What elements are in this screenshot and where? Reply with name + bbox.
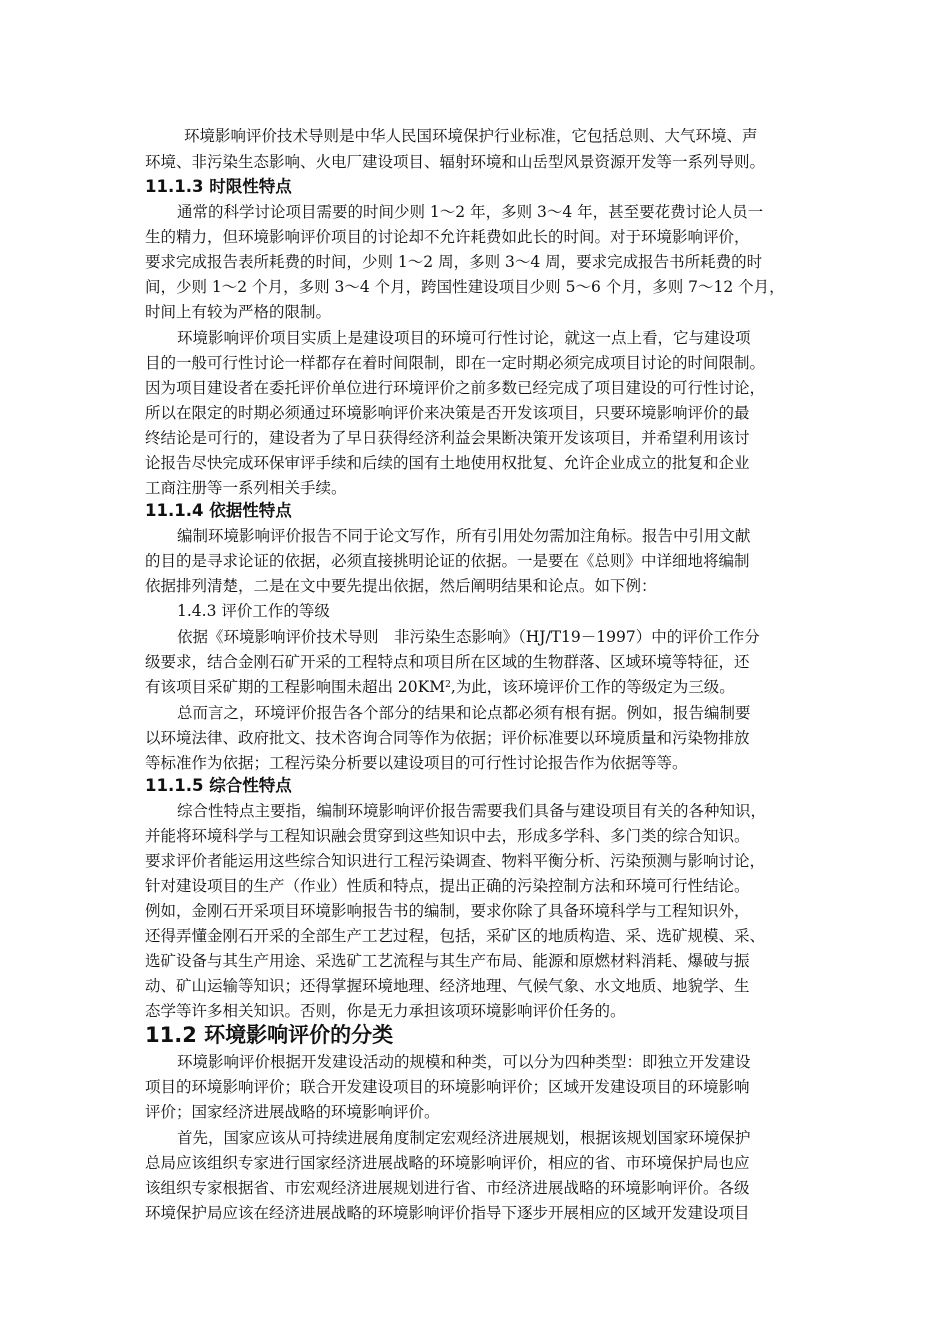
paragraph-line: 环境、非污染生态影响、火电厂建设项目、辐射环境和山岳型风景资源开发等一系列导则。 (145, 153, 766, 171)
paragraph-line: 例如，金刚石开采项目环境影响报告书的编制，要求你除了具备环境科学与工程知识外， (145, 902, 750, 920)
paragraph-line: 环境影响评价项目实质上是建设项目的环境可行性讨论，就这一点上看，它与建设项 (177, 329, 751, 347)
paragraph-line: 环境影响评价根据开发建设活动的规模和种类，可以分为四种类型：即独立开发建设 (177, 1053, 751, 1071)
paragraph-line: 要求评价者能运用这些综合知识进行工程污染调查、物料平衡分析、污染预测与影响讨论， (145, 852, 766, 870)
section-heading-11-1-4: 11.1.4 依据性特点 (145, 501, 292, 520)
section-heading-11-1-3: 11.1.3 时限性特点 (145, 177, 292, 196)
paragraph-line (145, 680, 735, 696)
paragraph-line: 还得弄懂金刚石开采的全部生产工艺过程，包括，采矿区的地质构造、采、选矿规模、采、 (145, 927, 766, 945)
paragraph-line: 终结论是可行的，建设者为了早日获得经济利益会果断决策开发该项目，并希望利用该讨 (145, 429, 750, 447)
paragraph-line: 项目的环境影响评价；联合开发建设项目的环境影响评价；区域开发建设项目的环境影响 (145, 1078, 750, 1096)
example-text: ,为此，该环境评价工作的等级定为三级。 (450, 678, 735, 696)
paragraph-line: 间，少则 1～2 个月，多则 3～4 个月，跨国性建设项目少则 5～6 个月，多则 7～12 个月， (145, 278, 785, 296)
paragraph-line: 要求完成报告表所耗费的时间，少则 1～2 周，多则 3～4 周，要求完成报告书所耗费的时 (145, 253, 763, 271)
example-title: 1.4.3 评价工作的等级 (177, 602, 330, 620)
paragraph-line: 级要求，结合金刚石矿开采的工程特点和项目所在区域的生物群落、区域环境等特征，还 (145, 653, 750, 671)
paragraph-line: 生的精力，但环境影响评价项目的讨论却不允许耗费如此长的时间。对于环境影响评价， (145, 228, 750, 246)
paragraph-line: 并能将环境科学与工程知识融会贯穿到这些知识中去，形成多学科、多门类的综合知识。 (145, 827, 750, 845)
paragraph-line: 依据《环境影响评价技术导则 非污染生态影响》（HJ/T19－1997）中的评价工作分 (177, 628, 760, 646)
paragraph-line: 因为项目建设者在委托评价单位进行环境评价之前多数已经完成了项目建设的可行性讨论， (145, 379, 766, 397)
paragraph-line: 论报告尽快完成环保审评手续和后续的国有土地使用权批复、允许企业成立的批复和企业 (145, 454, 750, 472)
paragraph-line: 针对建设项目的生产（作业）性质和特点，提出正确的污染控制方法和环境可行性结论。 (145, 877, 750, 895)
paragraph-line: 等标准作为依据；工程污染分析要以建设项目的可行性讨论报告作为依据等等。 (145, 754, 688, 772)
paragraph-line: 态学等许多相关知识。否则，你是无力承担该项环境影响评价任务的。 (145, 1002, 626, 1020)
paragraph-line: 首先，国家应该从可持续进展角度制定宏观经济进展规划，根据该规划国家环境保护 (177, 1129, 751, 1147)
paragraph-line: 总局应该组织专家进行国家经济进展战略的环境影响评价，相应的省、市环境保护局也应 (145, 1154, 750, 1172)
paragraph-line: 的目的是寻求论证的依据，必须直接挑明论证的依据。一是要在《总则》中详细地将编制 (145, 552, 750, 570)
paragraph-line: 选矿设备与其生产用途、采选矿工艺流程与其生产布局、能源和原燃材料消耗、爆破与振 (145, 952, 750, 970)
paragraph-line: 编制环境影响评价报告不同于论文写作，所有引用处勿需加注角标。报告中引用文献 (177, 527, 751, 545)
paragraph-line: 环境保护局应该在经济进展战略的环境影响评价指导下逐步开展相应的区域开发建设项目 (145, 1204, 750, 1222)
paragraph-line: 通常的科学讨论项目需要的时间少则 1～2 年，多则 3～4 年，甚至要花费讨论人员一 (177, 203, 764, 221)
paragraph-line: 总而言之，环境评价报告各个部分的结果和论点都必须有根有据。例如，报告编制要 (177, 704, 751, 722)
example-text: 有该项目采矿期的工程影响围未超出 20KM (145, 678, 446, 696)
section-heading-11-2: 11.2 环境影响评价的分类 (145, 1023, 394, 1047)
paragraph-line: 该组织专家根据省、市宏观经济进展规划进行省、市经济进展战略的环境影响评价。各级 (145, 1179, 750, 1197)
paragraph-line: 目的一般可行性讨论一样都存在着时间限制，即在一定时期必须完成项目讨论的时间限制。 (145, 354, 766, 372)
paragraph-line: 以环境法律、政府批文、技术咨询合同等作为依据；评价标准要以环境质量和污染物排放 (145, 729, 750, 747)
superscript: 2 (445, 680, 451, 690)
paragraph-line: 评价；国家经济进展战略的环境影响评价。 (145, 1103, 440, 1121)
paragraph-line: 综合性特点主要指，编制环境影响评价报告需要我们具备与建设项目有关的各种知识， (177, 802, 767, 820)
paragraph-line: 动、矿山运输等知识；还得掌握环境地理、经济地理、气候气象、水文地质、地貌学、生 (145, 977, 750, 995)
paragraph-line: 所以在限定的时期必须通过环境影响评价来决策是否开发该项目，只要环境影响评价的最 (145, 404, 750, 422)
paragraph-line: 依据排列清楚，二是在文中要先提出依据，然后阐明结果和论点。如下例： (145, 577, 657, 595)
section-heading-11-1-5: 11.1.5 综合性特点 (145, 776, 292, 795)
paragraph-line: 时间上有较为严格的限制。 (145, 303, 332, 321)
paragraph-line: 环境影响评价技术导则是中华人民国环境保护行业标准，它包括总则、大气环境、声 (184, 127, 758, 145)
paragraph-line: 工商注册等一系列相关手续。 (145, 479, 347, 497)
